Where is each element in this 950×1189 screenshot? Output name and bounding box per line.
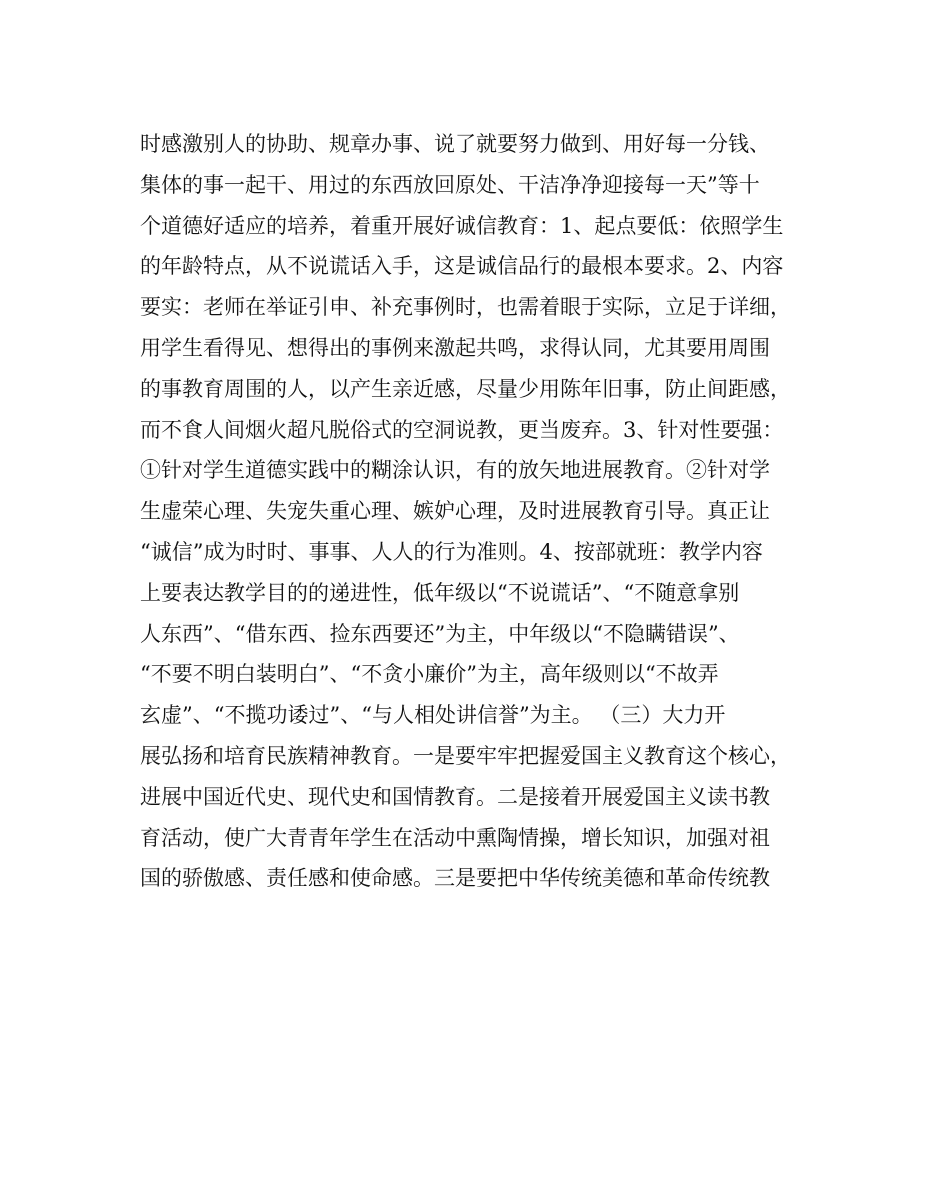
text-line: 育活动，使广大青青年学生在活动中熏陶情操，增长知识，加强对祖 — [140, 825, 770, 850]
text-line: 人东西”、“借东西、捡东西要还”为主，中年级以“不隐瞒错误”、 — [140, 621, 740, 646]
text-line: 时感激别人的协助、规章办事、说了就要努力做到、用好每一分钱、 — [140, 132, 770, 156]
text-line: 用学生看得见、想得出的事例来激起共鸣，求得认同，尤其要用周围 — [140, 335, 770, 360]
text-line: 的事教育周围的人，以产生亲近感，尽量少用陈年旧事，防止间距感， — [140, 376, 791, 401]
text-line: 而不食人间烟火超凡脱俗式的空洞说教，更当废弃。3、针对性要强： — [140, 417, 784, 442]
text-line: ①针对学生道德实践中的糊涂认识，有的放矢地进展教育。②针对学 — [140, 458, 770, 483]
text-line: 集体的事一起干、用过的东西放回原处、干洁净净迎接每一天”等十 — [140, 172, 760, 197]
text-line: 国的骄傲感、责任感和使命感。三是要把中华传统美德和革命传统教 — [140, 866, 770, 891]
text-line: “诚信”成为时时、事事、人人的行为准则。4、按部就班：教学内容 — [140, 539, 763, 564]
text-line: 玄虚”、“不揽功诿过”、“与人相处讲信誉”为主。 （三）大力开 — [140, 703, 726, 728]
text-line: 上要表达教学目的的递进性，低年级以“不说谎话”、“不随意拿别 — [140, 580, 740, 605]
text-line: 个道德好适应的培养，着重开展好诚信教育：1、起点要低：依照学生 — [140, 213, 784, 238]
body-text — [140, 124, 820, 899]
text-line: 展弘扬和培育民族精神教育。一是要牢牢把握爱国主义教育这个核心， — [140, 743, 791, 768]
text-line: 要实：老师在举证引申、补充事例时，也需着眼于实际，立足于详细， — [140, 295, 791, 320]
text-line: “不要不明白装明白”、“不贪小廉价”为主，高年级则以“不故弄 — [140, 662, 719, 687]
text-line: 的年龄特点，从不说谎话入手，这是诚信品行的最根本要求。2、内容 — [140, 254, 784, 279]
text-line: 进展中国近代史、现代史和国情教育。二是接着开展爱国主义读书教 — [140, 784, 770, 809]
text-line: 生虚荣心理、失宠失重心理、嫉妒心理，及时进展教育引导。真正让 — [140, 499, 770, 524]
